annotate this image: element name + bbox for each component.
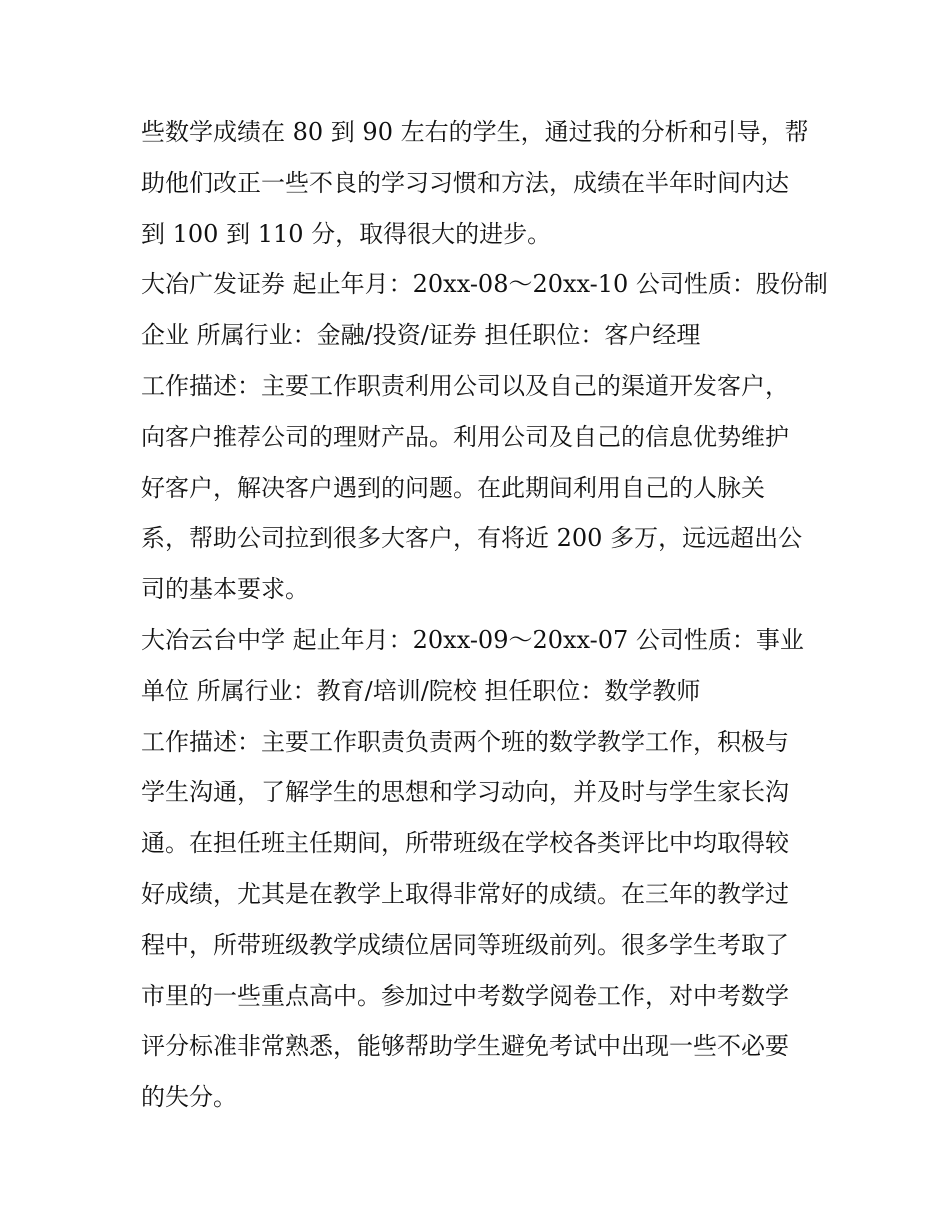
- job-header-line: 企业 所属行业：金融/投资/证券 担任职位：客户经理: [141, 321, 701, 350]
- job-description-line: 程中，所带班级教学成绩位居同等班级前列。很多学生考取了: [141, 930, 789, 959]
- job-description-line: 向客户推荐公司的理财产品。利用公司及自己的信息优势维护: [141, 422, 789, 451]
- job-description-line: 市里的一些重点高中。参加过中考数学阅卷工作，对中考数学: [141, 981, 789, 1010]
- job-header-line: 大冶广发证券 起止年月：20xx-08～20xx-10 公司性质：股份制: [141, 270, 828, 299]
- job-description-line: 评分标准非常熟悉，能够帮助学生避免考试中出现一些不必要: [141, 1032, 789, 1061]
- text-line: 到 100 到 110 分，取得很大的进步。: [141, 219, 552, 248]
- text-line: 些数学成绩在 80 到 90 左右的学生，通过我的分析和引导，帮: [141, 118, 809, 146]
- job-description-line: 通。在担任班主任期间，所带班级在学校各类评比中均取得较: [141, 829, 789, 858]
- text-line: 助他们改正一些不良的学习习惯和方法，成绩在半年时间内达: [141, 168, 789, 197]
- job-description-line: 的失分。: [141, 1083, 237, 1112]
- job-header-line: 大冶云台中学 起止年月：20xx-09～20xx-07 公司性质：事业: [141, 625, 804, 654]
- body-text: [141, 107, 828, 1123]
- job-description-line: 工作描述：主要工作职责利用公司以及自己的渠道开发客户，: [141, 371, 789, 400]
- job-description-line: 工作描述：主要工作职责负责两个班的数学教学工作，积极与: [141, 727, 789, 756]
- job-description-line: 学生沟通，了解学生的思想和学习动向，并及时与学生家长沟: [141, 778, 789, 807]
- job-description-line: 好客户，解决客户遇到的问题。在此期间利用自己的人脉关: [141, 473, 765, 502]
- job-description-line: 系，帮助公司拉到很多大客户，有将近 200 多万，远远超出公: [141, 524, 803, 553]
- job-description-line: 司的基本要求。: [141, 575, 309, 604]
- job-header-line: 单位 所属行业：教育/培训/院校 担任职位：数学教师: [141, 676, 701, 705]
- job-description-line: 好成绩，尤其是在教学上取得非常好的成绩。在三年的教学过: [141, 879, 789, 908]
